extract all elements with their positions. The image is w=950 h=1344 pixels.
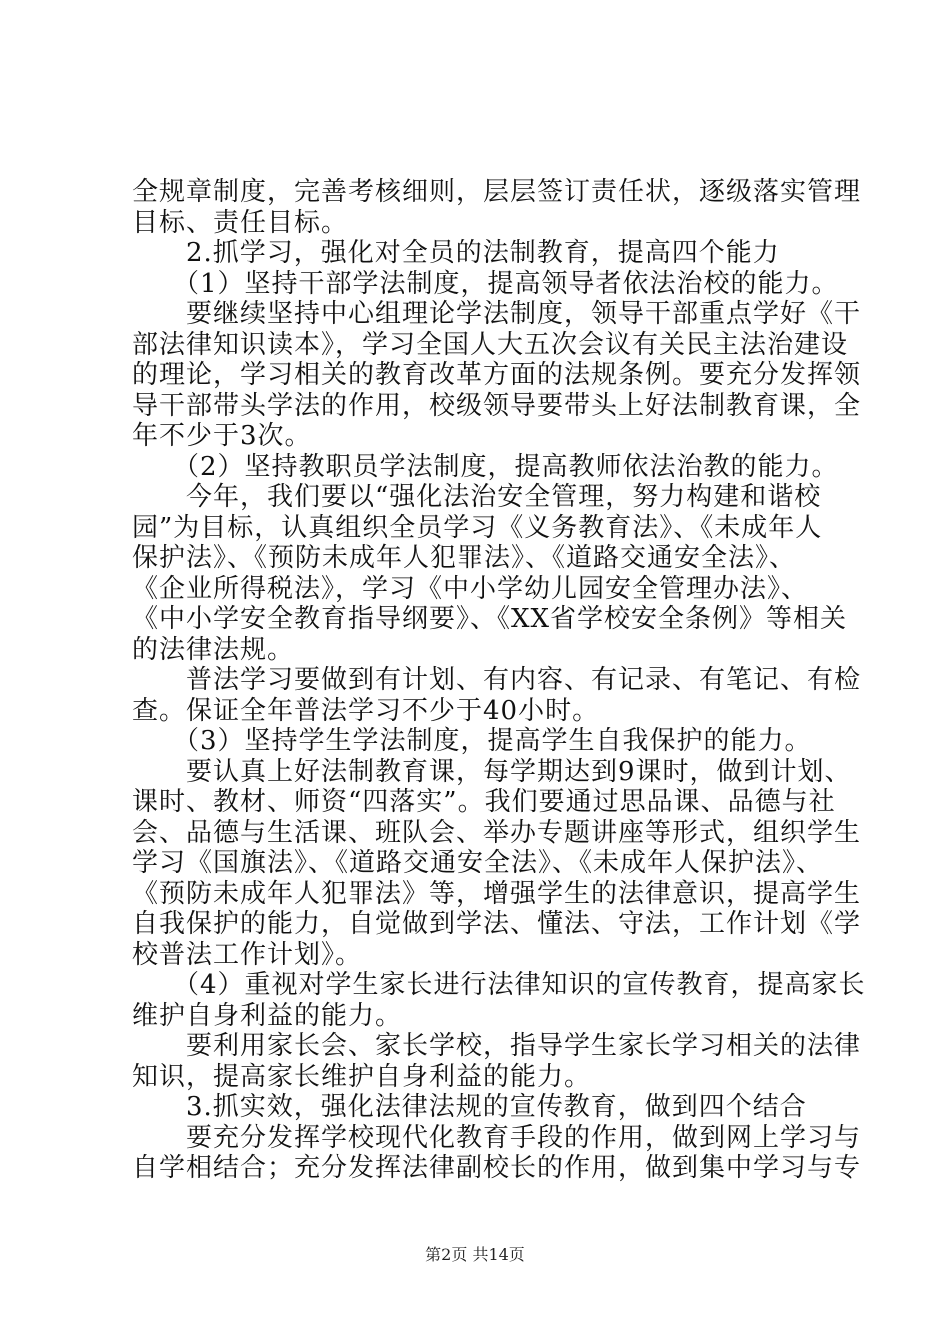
text-line: 要认真上好法制教育课，每学期达到9课时，做到计划、 <box>132 757 852 787</box>
text-line: 部法律知识读本》，学习全国人大五次会议有关民主法治建设 <box>132 330 849 360</box>
text-line: 保护法》、《预防未成年人犯罪法》、《道路交通安全法》、 <box>132 543 797 573</box>
text-line: 今年，我们要以“强化法治安全管理，努力构建和谐校 <box>132 482 822 512</box>
text-line: 要充分发挥学校现代化教育手段的作用，做到网上学习与 <box>132 1123 862 1153</box>
text-line: 学习《国旗法》、《道路交通安全法》、《未成年人保护法》、 <box>132 848 824 878</box>
text-line: 的理论，学习相关的教育改革方面的法规条例。要充分发挥领 <box>132 360 862 390</box>
text-line: 目标、责任目标。 <box>132 208 349 238</box>
text-line: 导干部带头学法的作用，校级领导要带头上好法制教育课，全 <box>132 391 862 421</box>
text-line: 的法律法规。 <box>132 635 295 665</box>
section-heading: 2.抓学习，强化对全员的法制教育，提高四个能力 <box>132 238 780 268</box>
text-line: 全规章制度，完善考核细则，层层签订责任状，逐级落实管理 <box>132 177 862 207</box>
text-line: 年不少于3次。 <box>132 421 312 451</box>
text-line: 要继续坚持中心组理论学法制度，领导干部重点学好《干 <box>132 299 862 329</box>
text-line: 查。保证全年普法学习不少于40小时。 <box>132 696 600 726</box>
subsection-heading: （4）重视对学生家长进行法律知识的宣传教育，提高家长 <box>132 970 866 1000</box>
text-line: 普法学习要做到有计划、有内容、有记录、有笔记、有检 <box>132 665 862 695</box>
subsection-heading: （3）坚持学生学法制度，提高学生自我保护的能力。 <box>132 726 812 756</box>
text-line: 自我保护的能力，自觉做到学法、懂法、守法，工作计划《学 <box>132 909 862 939</box>
text-line: 维护自身利益的能力。 <box>132 1001 403 1031</box>
text-line: 课时、教材、师资“四落实”。我们要通过思品课、品德与社 <box>132 787 836 817</box>
subsection-heading: （2）坚持教职员学法制度，提高教师依法治教的能力。 <box>132 452 839 482</box>
text-line: 自学相结合；充分发挥法律副校长的作用，做到集中学习与专 <box>132 1153 862 1183</box>
text-line: 《企业所得税法》，学习《中小学幼儿园安全管理办法》、 <box>132 574 809 604</box>
section-heading: 3.抓实效，强化法律法规的宣传教育，做到四个结合 <box>132 1092 807 1122</box>
text-line: 知识，提高家长维护自身利益的能力。 <box>132 1062 592 1092</box>
text-line: 校普法工作计划》。 <box>132 940 363 970</box>
text-line: 园”为目标，认真组织全员学习《义务教育法》、《未成年人 <box>132 513 823 543</box>
page-number-footer: 第2页 共14页 <box>425 1245 525 1264</box>
text-line: 《预防未成年人犯罪法》等，增强学生的法律意识，提高学生 <box>132 879 862 909</box>
text-line: 要利用家长会、家长学校，指导学生家长学习相关的法律 <box>132 1031 862 1061</box>
subsection-heading: （1）坚持干部学法制度，提高领导者依法治校的能力。 <box>132 269 839 299</box>
text-line: 《中小学安全教育指导纲要》、《XX省学校安全条例》等相关 <box>132 604 848 634</box>
text-line: 会、品德与生活课、班队会、举办专题讲座等形式，组织学生 <box>132 818 862 848</box>
